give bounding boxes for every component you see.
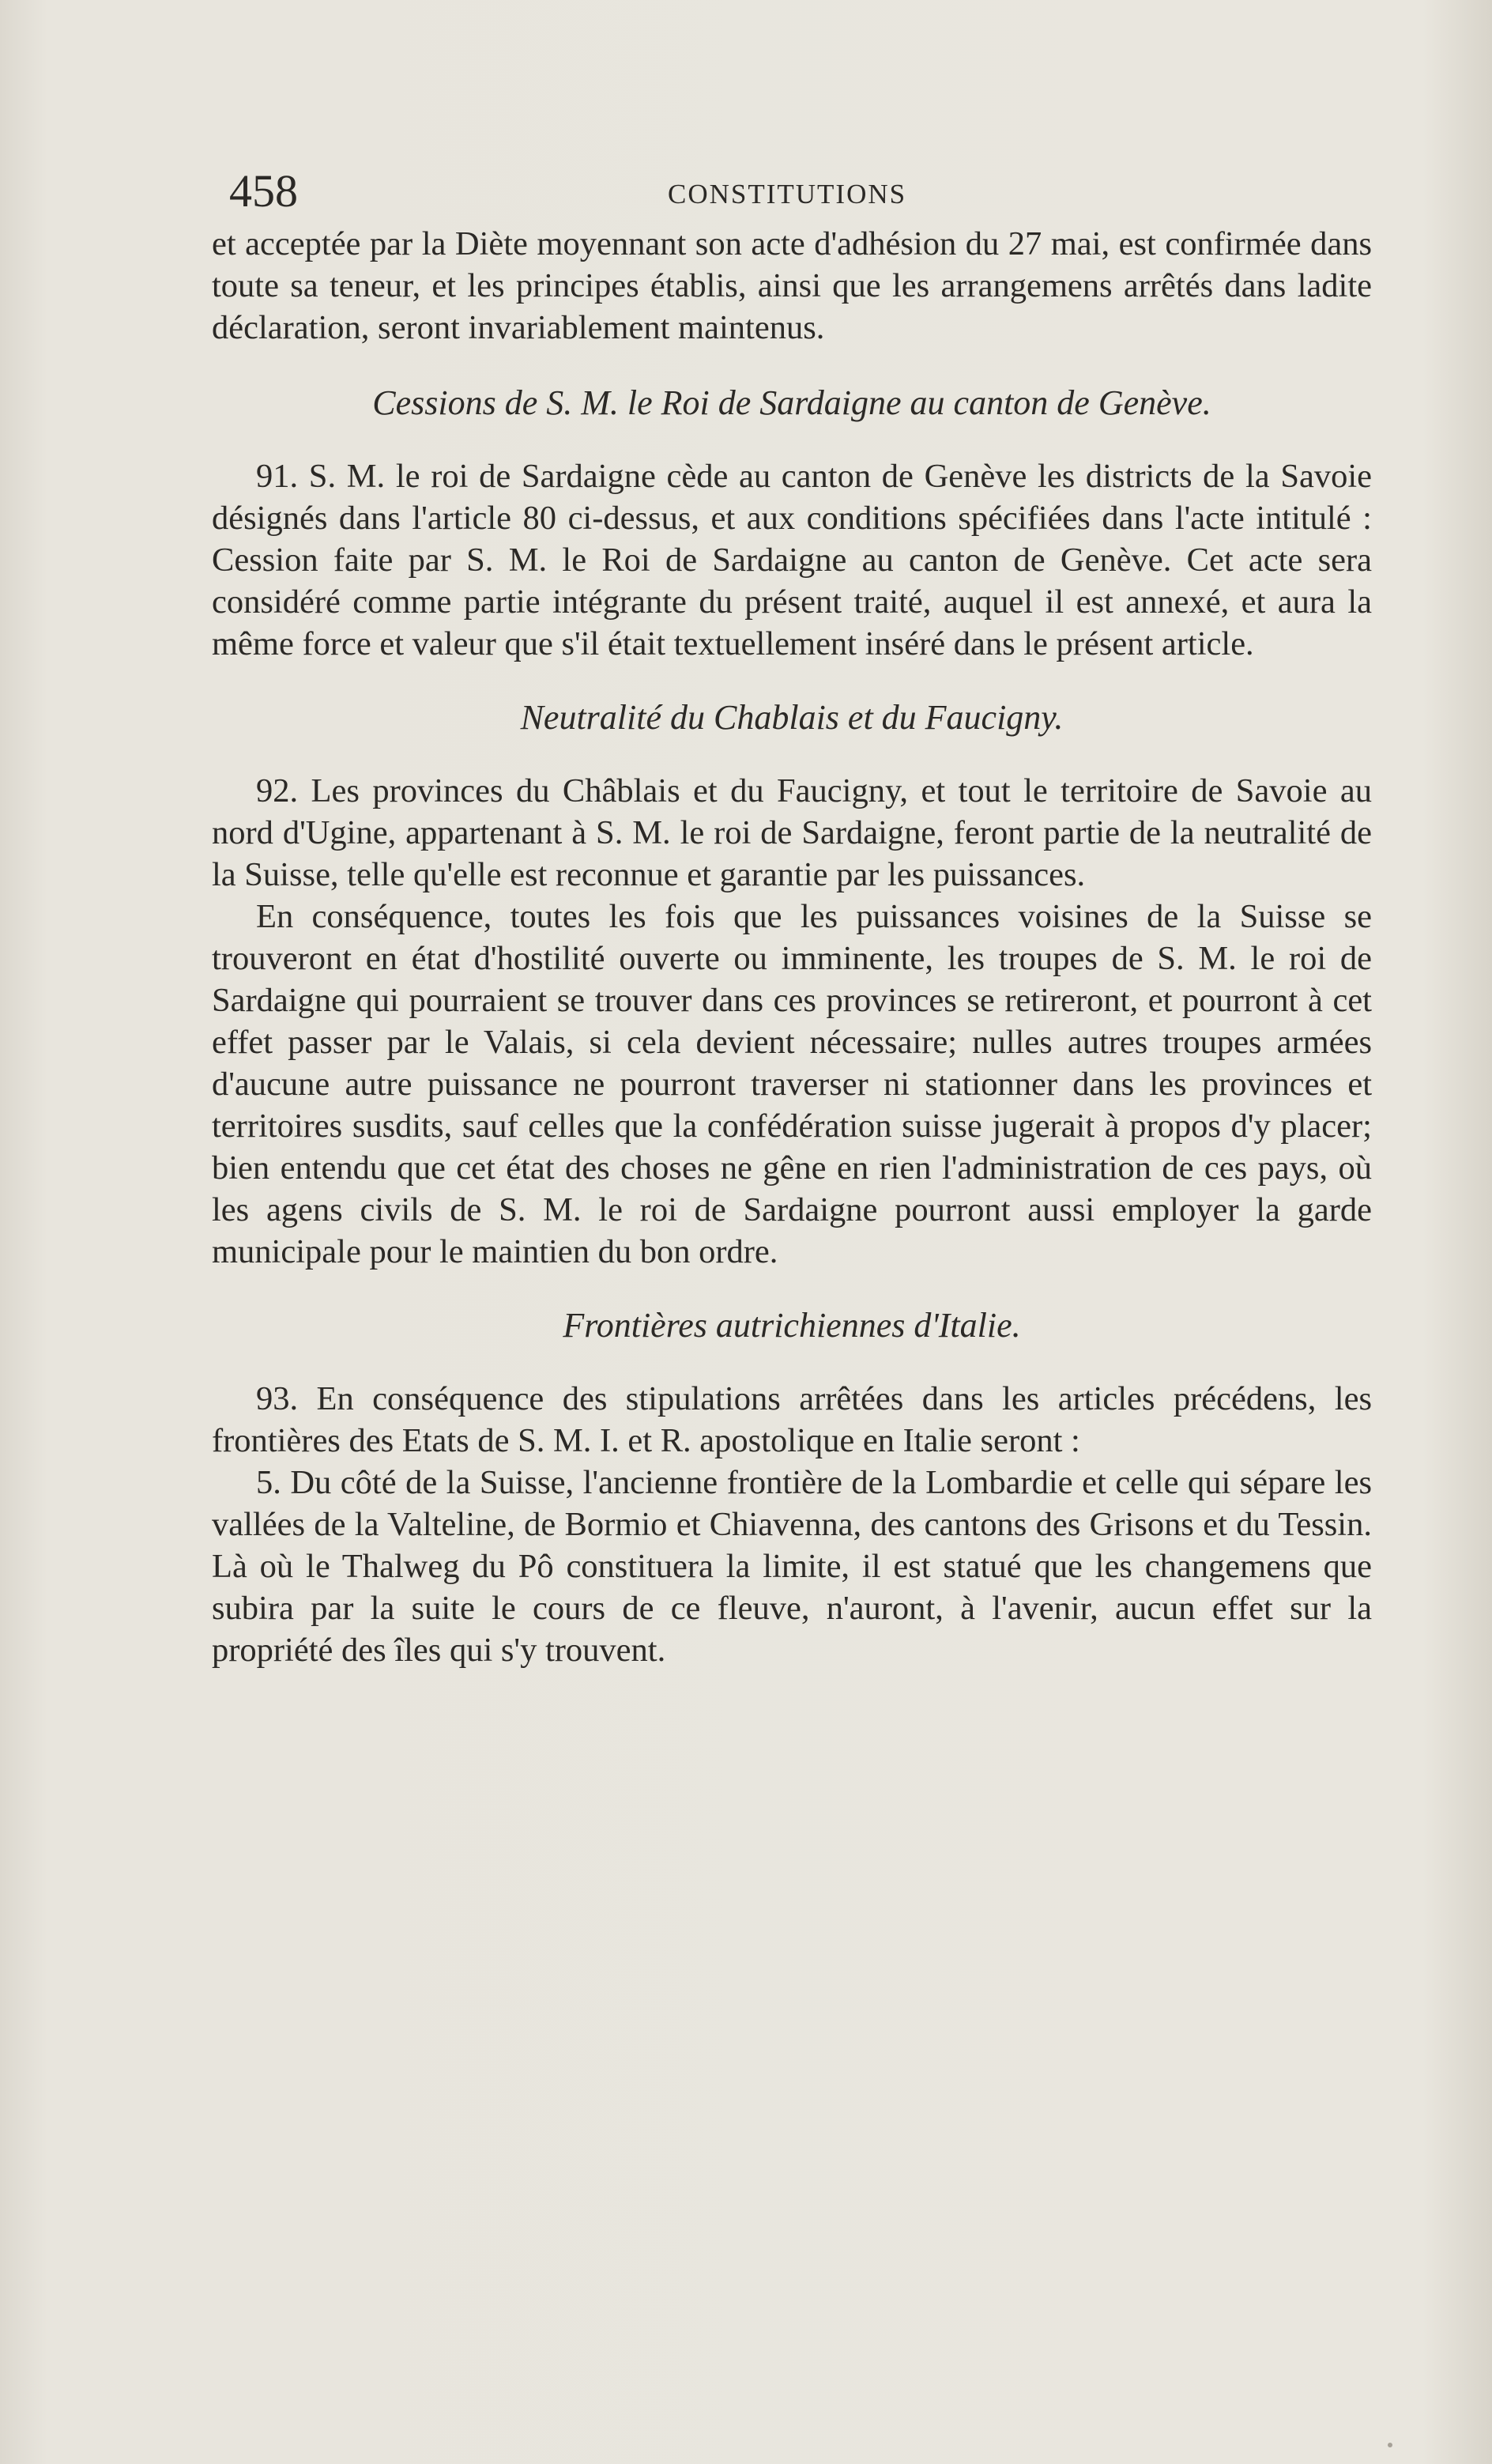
article-92: 92. Les provinces du Châblais et du Faucigny, et tout le territoire de Savoie au nord d'Ugine, appartenant à S. M. le roi de Sardaigne, feront partie de la neutralité de la Suisse, telle qu'elle est reconnue et garantie par les puissances. — [212, 772, 1372, 893]
page-body — [212, 223, 1372, 1671]
running-head: CONSTITUTIONS — [668, 179, 907, 209]
article-91: 91. S. M. le roi de Sardaigne cède au canton de Genève les districts de la Savoie désignés dans l'article 80 ci-dessus, et aux conditions spécifiées dans l'acte intitulé : Cession faite par S. M. le Roi de Sardaigne au canton de Genève. Cet acte sera considéré comme partie intégrante du présent traité, auquel il est annexé, et aura la même force et valeur que s'il était textuellement inséré dans le présent article. — [212, 458, 1372, 662]
section-heading-frontieres: Frontières autrichiennes d'Italie. — [563, 1306, 1021, 1345]
article-93: 93. En conséquence des stipulations arrêtées dans les articles précédens, les frontières des Etats de S. M. I. et R. apostolique en Italie seront : — [212, 1380, 1372, 1459]
page-header — [229, 165, 1367, 217]
article-93-item-5: 5. Du côté de la Suisse, l'ancienne frontière de la Lombardie et celle qui sépare les vallées de la Valteline, de Bormio et Chiavenna, des cantons des Grisons et du Tessin. Là où le Thalweg du Pô constituera la limite, il est statué que les changemens que subira par la suite le cours de ce fleuve, n'auront, à l'avenir, aucun effet sur la propriété des îles qui s'y trouvent. — [212, 1464, 1372, 1669]
section-heading-cessions: Cessions de S. M. le Roi de Sardaigne au canton de Genève. — [372, 383, 1211, 422]
article-92-continuation: En conséquence, toutes les fois que les puissances voisines de la Suisse se trouveront en état d'hostilité ouverte ou imminente, les troupes de S. M. le roi de Sardaigne qui pourraient se trouver dans ces provinces se retireront, et pourront à cet effet passer par le Valais, si cela devient nécessaire; nulles autres troupes armées d'aucune autre puissance ne pourront traverser ni stationner dans les provinces et territoires susdits, sauf celles que la confédération suisse jugerait à propos d'y placer; bien entendu que cet état des choses ne gêne en rien l'administration de ces pays, où les agens civils de S. M. le roi de Sardaigne pourront aussi employer la garde municipale pour le maintien du bon ordre. — [212, 898, 1372, 1270]
intro-paragraph: et acceptée par la Diète moyennant son acte d'adhésion du 27 mai, est confirmée dans toute sa teneur, et les principes établis, ainsi que les arrangemens arrêtés dans ladite déclaration, seront invariablement maintenus. — [212, 225, 1372, 346]
paper-speck — [1388, 2443, 1392, 2447]
section-heading-neutralite: Neutralité du Chablais et du Faucigny. — [520, 698, 1064, 737]
page-number: 458 — [229, 165, 298, 217]
